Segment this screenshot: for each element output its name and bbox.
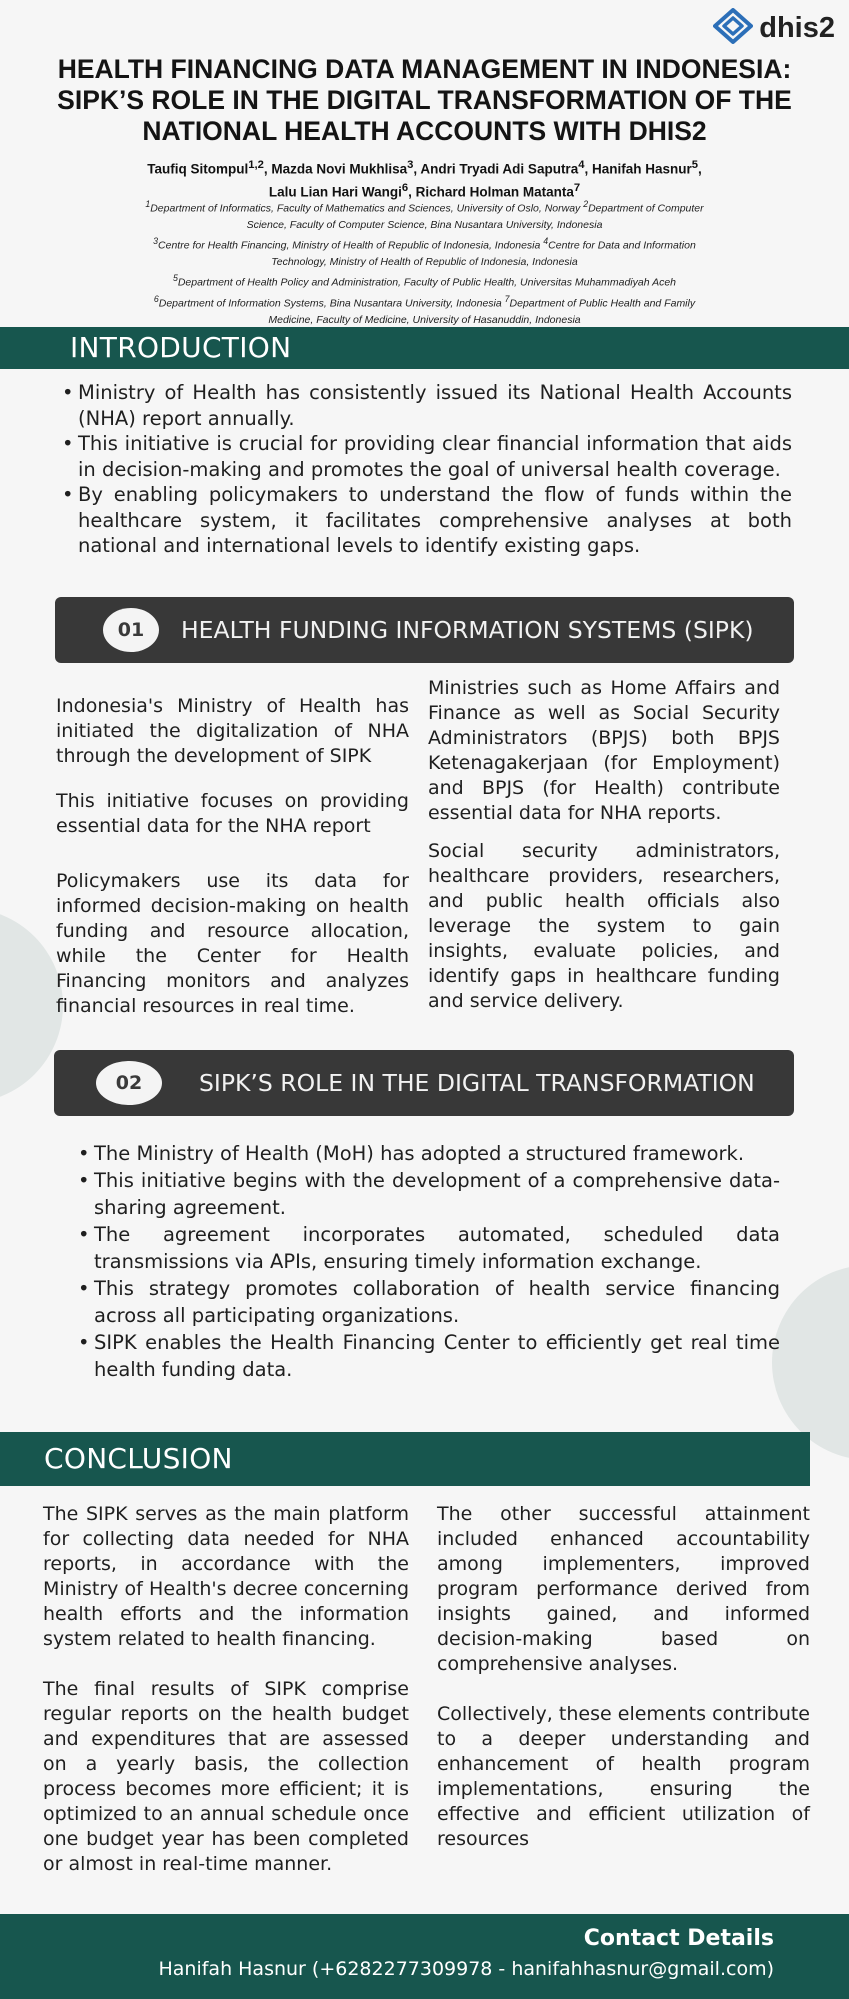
affiliation-list [60,196,789,328]
title-line: NATIONAL HEALTH ACCOUNTS WITH DHIS2 [142,116,707,146]
conclusion-left-column [43,1502,409,1902]
affil-text: Technology, Ministry of Health of Republic of Indonesia, Indonesia [271,255,578,268]
paragraph: Collectively, these elements contribute to a deeper understanding and enhancement of health program implementations, ensuring the effective and efficient utilization of resources [437,1703,810,1850]
title-line: HEALTH FINANCING DATA MANAGEMENT IN INDONESIA: [57,54,792,84]
affiliation-line [60,254,789,270]
paragraph: Policymakers use its data for informed decision-making on health funding and resource allocation, while the Center for Health Financing monitors and analyzes financial resources in real time. [56,870,409,1017]
list-item: • Ministry of Health has consistently issued its National Health Accounts (NHA) report annually. [62,380,792,431]
title-line: SIPK’S ROLE IN THE DIGITAL TRANSFORMATION OF THE [57,85,792,115]
paragraph: Indonesia's Ministry of Health has initiated the digitalization of NHA through the development of SIPK [56,695,409,767]
author-name: Lalu Lian Hari Wangi [268,184,402,199]
list-item: • The agreement incorporates automated, scheduled data transmissions via APIs, ensuring timely information exchange. [78,1221,780,1275]
affil-text: Department of Informatics, Faculty of Mathematics and Sciences, University of Oslo, Norway [150,202,584,215]
list-item: • The Ministry of Health (MoH) has adopted a structured framework. [78,1140,780,1167]
author-affil-sup: 1,2 [248,159,264,171]
author-affil-sup: 3 [407,159,414,171]
author-sep: , [698,161,702,177]
list-item: • By enabling policymakers to understand the flow of funds within the healthcare system, it facilitates comprehensive analyses at both national and international levels to identify existing gaps. [62,482,792,559]
contact-details-label: Contact Details [583,1926,774,1951]
section-number-badge: 02 [96,1061,162,1105]
section-01-title: HEALTH FUNDING INFORMATION SYSTEMS (SIPK) [181,616,754,644]
affil-sup: 1 [145,199,151,209]
author-list [20,156,829,201]
author-sep: , [413,161,421,177]
affiliation-line [60,196,789,217]
poster-title [30,54,819,147]
section-number-badge: 01 [103,608,159,652]
author-name: Hanifah Hasnur [591,161,692,177]
affil-sup: 3 [153,236,159,247]
section-02-title: SIPK’S ROLE IN THE DIGITAL TRANSFORMATION [199,1069,755,1097]
section-02-bullets [78,1140,780,1383]
list-item: • This initiative begins with the development of a comprehensive data-sharing agreement. [78,1167,780,1221]
decorative-circle-right [772,1265,849,1460]
section-01-right-column [428,676,780,1039]
dhis2-logo-icon [713,8,753,48]
dhis2-logo [713,8,835,48]
author-name: Taufiq Sitompul [147,161,249,177]
affiliation-line [60,217,789,233]
section-01-left-column [56,694,409,1044]
affil-text: Medicine, Faculty of Medicine, University of Hasanuddin, Indonesia [268,313,581,326]
affiliation-line [60,291,789,312]
list-item: • SIPK enables the Health Financing Center to efficiently get real time health funding data. [78,1329,780,1383]
introduction-band [0,327,849,369]
list-item: • This initiative is crucial for providing clear financial information that aids in decision-making and promotes the goal of universal health coverage. [62,431,792,482]
author-line-1 [20,156,829,179]
author-sep: , [584,161,592,177]
dhis2-logo-text: dhis2 [759,11,835,44]
author-affil-sup: 6 [401,181,409,194]
author-name: Andri Tryadi Adi Saputra [420,161,579,177]
affil-text: Science, Faculty of Computer Science, Bina Nusantara University, Indonesia [246,218,603,231]
introduction-heading: INTRODUCTION [70,331,292,364]
list-item: • This strategy promotes collaboration of health service financing across all participating organizations. [78,1275,780,1329]
author-sep: , [408,184,416,199]
paragraph: The final results of SIPK comprise regular reports on the health budget and expenditures that are assessed on a yearly basis, the collection process becomes more efficient; it is optimized to an annual schedule once one budget year has been completed or almost in real-time manner. [43,1678,409,1875]
affiliation-line [60,233,789,254]
author-name: Richard Holman Matanta [415,184,574,199]
paragraph: The other successful attainment included enhanced accountability among implementers, improved program performance derived from insights gained, and informed decision-making based on comprehensive analyses. [437,1503,810,1675]
author-sep: , [263,161,272,177]
conclusion-band [0,1432,810,1486]
affil-text: Centre for Health Financing, Ministry of Health of Republic of Indonesia, Indonesia [158,239,544,252]
paragraph: Social security administrators, healthcare providers, researchers, and public health officials also leverage the system to gain insights, evaluate policies, and identify gaps in healthcare funding and service delivery. [428,840,780,1012]
affil-sup: 2 [583,199,589,209]
affil-sup: 7 [504,293,510,304]
author-name: Mazda Novi Mukhlisa [271,161,408,177]
section-01-header [55,597,794,663]
affil-text: Department of Information Systems, Bina Nusantara University, Indonesia [158,297,505,310]
affil-text: Department of Computer [588,202,704,215]
affil-sup: 6 [153,293,159,304]
paragraph: Ministries such as Home Affairs and Finance as well as Social Security Administrators (BPJS) both BPJS Ketenagakerjaan (for Employment) and BPJS (for Health) contribute essential data for NHA reports. [428,677,780,824]
author-affil-sup: 7 [573,181,581,194]
paragraph: This initiative focuses on providing essential data for the NHA report [56,790,409,837]
introduction-bullets [62,380,792,559]
affil-sup: 4 [543,236,549,247]
affiliation-line [60,312,789,328]
conclusion-heading: CONCLUSION [44,1442,233,1475]
affiliation-line [60,270,789,291]
section-02-header [54,1050,794,1116]
affil-text: Centre for Data and Information [548,239,696,252]
affil-sup: 5 [172,273,178,284]
affil-text: Department of Health Policy and Administration, Faculty of Public Health, Universitas Muhammadiyah Aceh [177,276,677,289]
contact-details-text: Hanifah Hasnur (+6282277309978 - hanifahhasnur@gmail.com) [158,1958,774,1980]
author-affil-sup: 5 [691,159,699,171]
author-affil-sup: 4 [578,159,585,171]
paragraph: The SIPK serves as the main platform for collecting data needed for NHA reports, in accordance with the Ministry of Health's decree concerning health efforts and the information system related to health financing. [43,1503,409,1650]
conclusion-right-column [437,1502,810,1877]
affil-text: Department of Public Health and Family [509,297,696,310]
